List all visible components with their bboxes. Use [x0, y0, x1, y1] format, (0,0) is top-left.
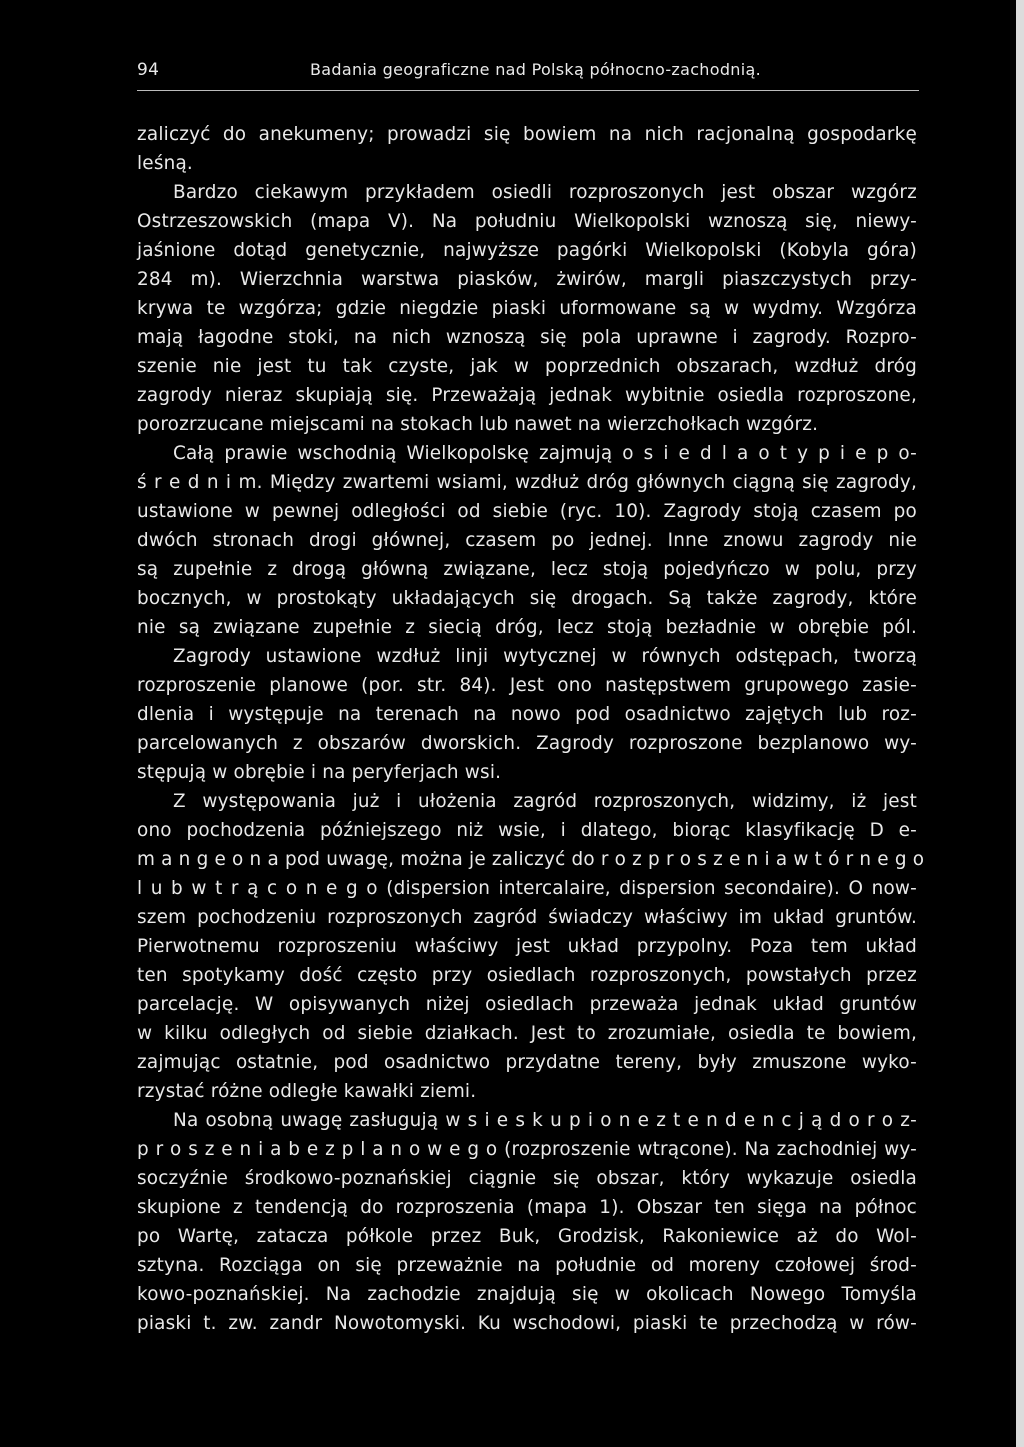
text-line: leśną. [137, 153, 193, 174]
text-line: m a n g e o n a pod uwagę, można je zaliczyć do r o z p r o s z e n i a w t ó r n e g o [137, 849, 925, 870]
text-line: mają łagodne stoki, na nich wznoszą się pola uprawne i zagrody. Rozpro- [137, 327, 917, 348]
text-line: Ostrzeszowskich (mapa V). Na południu Wielkopolski wznoszą się, niewy- [137, 211, 917, 232]
text-line: nie są związane zupełnie z siecią dróg, lecz stoją bezładnie w obrębie pól. [137, 617, 917, 638]
text-line: krywa te wzgórza; gdzie niegdzie piaski uformowane są w wydmy. Wzgórza [137, 298, 917, 319]
text-line: porozrzucane miejscami na stokach lub nawet na wierzchołkach wzgórz. [137, 414, 819, 435]
running-header [137, 60, 915, 88]
text-line: rozproszenie planowe (por. str. 84). Jest ono następstwem grupowego zasie- [137, 675, 917, 696]
text-line: parcelowanych z obszarów dworskich. Zagrody rozproszone bezplanowo wy- [137, 733, 917, 754]
text-line: dwóch stronach drogi głównej, czasem po jednej. Inne znowu zagrody nie [137, 530, 917, 551]
text-line: bocznych, w prostokąty układających się drogach. Są także zagrody, które [137, 588, 917, 609]
text-line: piaski t. zw. zandr Nowotomyski. Ku wschodowi, piaski te przechodzą w rów- [137, 1313, 917, 1334]
text-line: Zagrody ustawione wzdłuż linji wytycznej w równych odstępach, tworzą [173, 646, 917, 667]
header-rule [137, 90, 919, 91]
text-line: szem pochodzeniu rozproszonych zagród świadczy właściwy im układ gruntów. [137, 907, 917, 928]
text-line: zaliczyć do anekumeny; prowadzi się bowiem na nich racjonalną gospodarkę [137, 124, 917, 145]
text-line: soczyźnie środkowo-poznańskiej ciągnie się obszar, który wykazuje osiedla [137, 1168, 917, 1189]
page-number: 94 [137, 60, 160, 80]
text-line: Pierwotnemu rozproszeniu właściwy jest układ przypolny. Poza tem układ [137, 936, 917, 957]
text-line: 284 m). Wierzchnia warstwa piasków, żwirów, margli piaszczystych przy- [137, 269, 917, 290]
running-title: Badania geograficzne nad Polską północno-zachodnią. [310, 60, 761, 79]
text-line: parcelację. W opisywanych niżej osiedlach przeważa jednak układ gruntów [137, 994, 917, 1015]
text-line: Bardzo ciekawym przykładem osiedli rozproszonych jest obszar wzgórz [173, 182, 917, 203]
text-line: dlenia i występuje na terenach na nowo pod osadnictwo zajętych lub roz- [137, 704, 917, 725]
text-line: ustawione w pewnej odległości od siebie (ryc. 10). Zagrody stoją czasem po [137, 501, 917, 522]
text-line: ten spotykamy dość często przy osiedlach rozproszonych, powstałych przez [137, 965, 917, 986]
text-line: szenie nie jest tu tak czyste, jak w poprzednich obszarach, wzdłuż dróg [137, 356, 917, 377]
text-line: zajmując ostatnie, pod osadnictwo przydatne tereny, były zmuszone wyko- [137, 1052, 917, 1073]
text-line: Całą prawie wschodnią Wielkopolskę zajmują o s i e d l a o t y p i e p o- [173, 443, 917, 464]
text-line: Z występowania już i ułożenia zagród rozproszonych, widzimy, iż jest [173, 791, 917, 812]
text-line: rzystać różne odległe kawałki ziemi. [137, 1081, 477, 1102]
text-line: p r o s z e n i a b e z p l a n o w e g o (rozproszenie wtrącone). Na zachodniej wy- [137, 1139, 917, 1160]
text-line: po Wartę, zatacza półkole przez Buk, Grodzisk, Rakoniewice aż do Wol- [137, 1226, 917, 1247]
body-text [137, 120, 925, 1338]
text-line: jaśnione dotąd genetycznie, najwyższe pagórki Wielkopolski (Kobyla góra) [137, 240, 917, 261]
text-line: sztyna. Rozciąga on się przeważnie na południe od moreny czołowej środ- [137, 1255, 917, 1276]
text-line: są zupełnie z drogą główną związane, lecz stoją pojedyńczo w polu, przy [137, 559, 917, 580]
text-line: stępują w obrębie i na peryferjach wsi. [137, 762, 502, 783]
text-line: ś r e d n i m. Między zwartemi wsiami, wzdłuż dróg głównych ciągną się zagrody, [137, 472, 917, 493]
text-line: kowo-poznańskiej. Na zachodzie znajdują się w okolicach Nowego Tomyśla [137, 1284, 917, 1305]
text-line: zagrody nieraz skupiają się. Przeważają jednak wybitnie osiedla rozproszone, [137, 385, 917, 406]
text-line: Na osobną uwagę zasługują w s i e s k u p i o n e z t e n d e n c j ą d o r o z- [173, 1110, 917, 1131]
text-line: w kilku odległych od siebie działkach. Jest to zrozumiałe, osiedla te bowiem, [137, 1023, 917, 1044]
text-line: skupione z tendencją do rozproszenia (mapa 1). Obszar ten sięga na północ [137, 1197, 917, 1218]
text-line: l u b w t r ą c o n e g o (dispersion intercalaire, dispersion secondaire). O now- [137, 878, 917, 899]
text-line: ono pochodzenia późniejszego niż wsie, i dlatego, biorąc klasyfikację D e- [137, 820, 917, 841]
